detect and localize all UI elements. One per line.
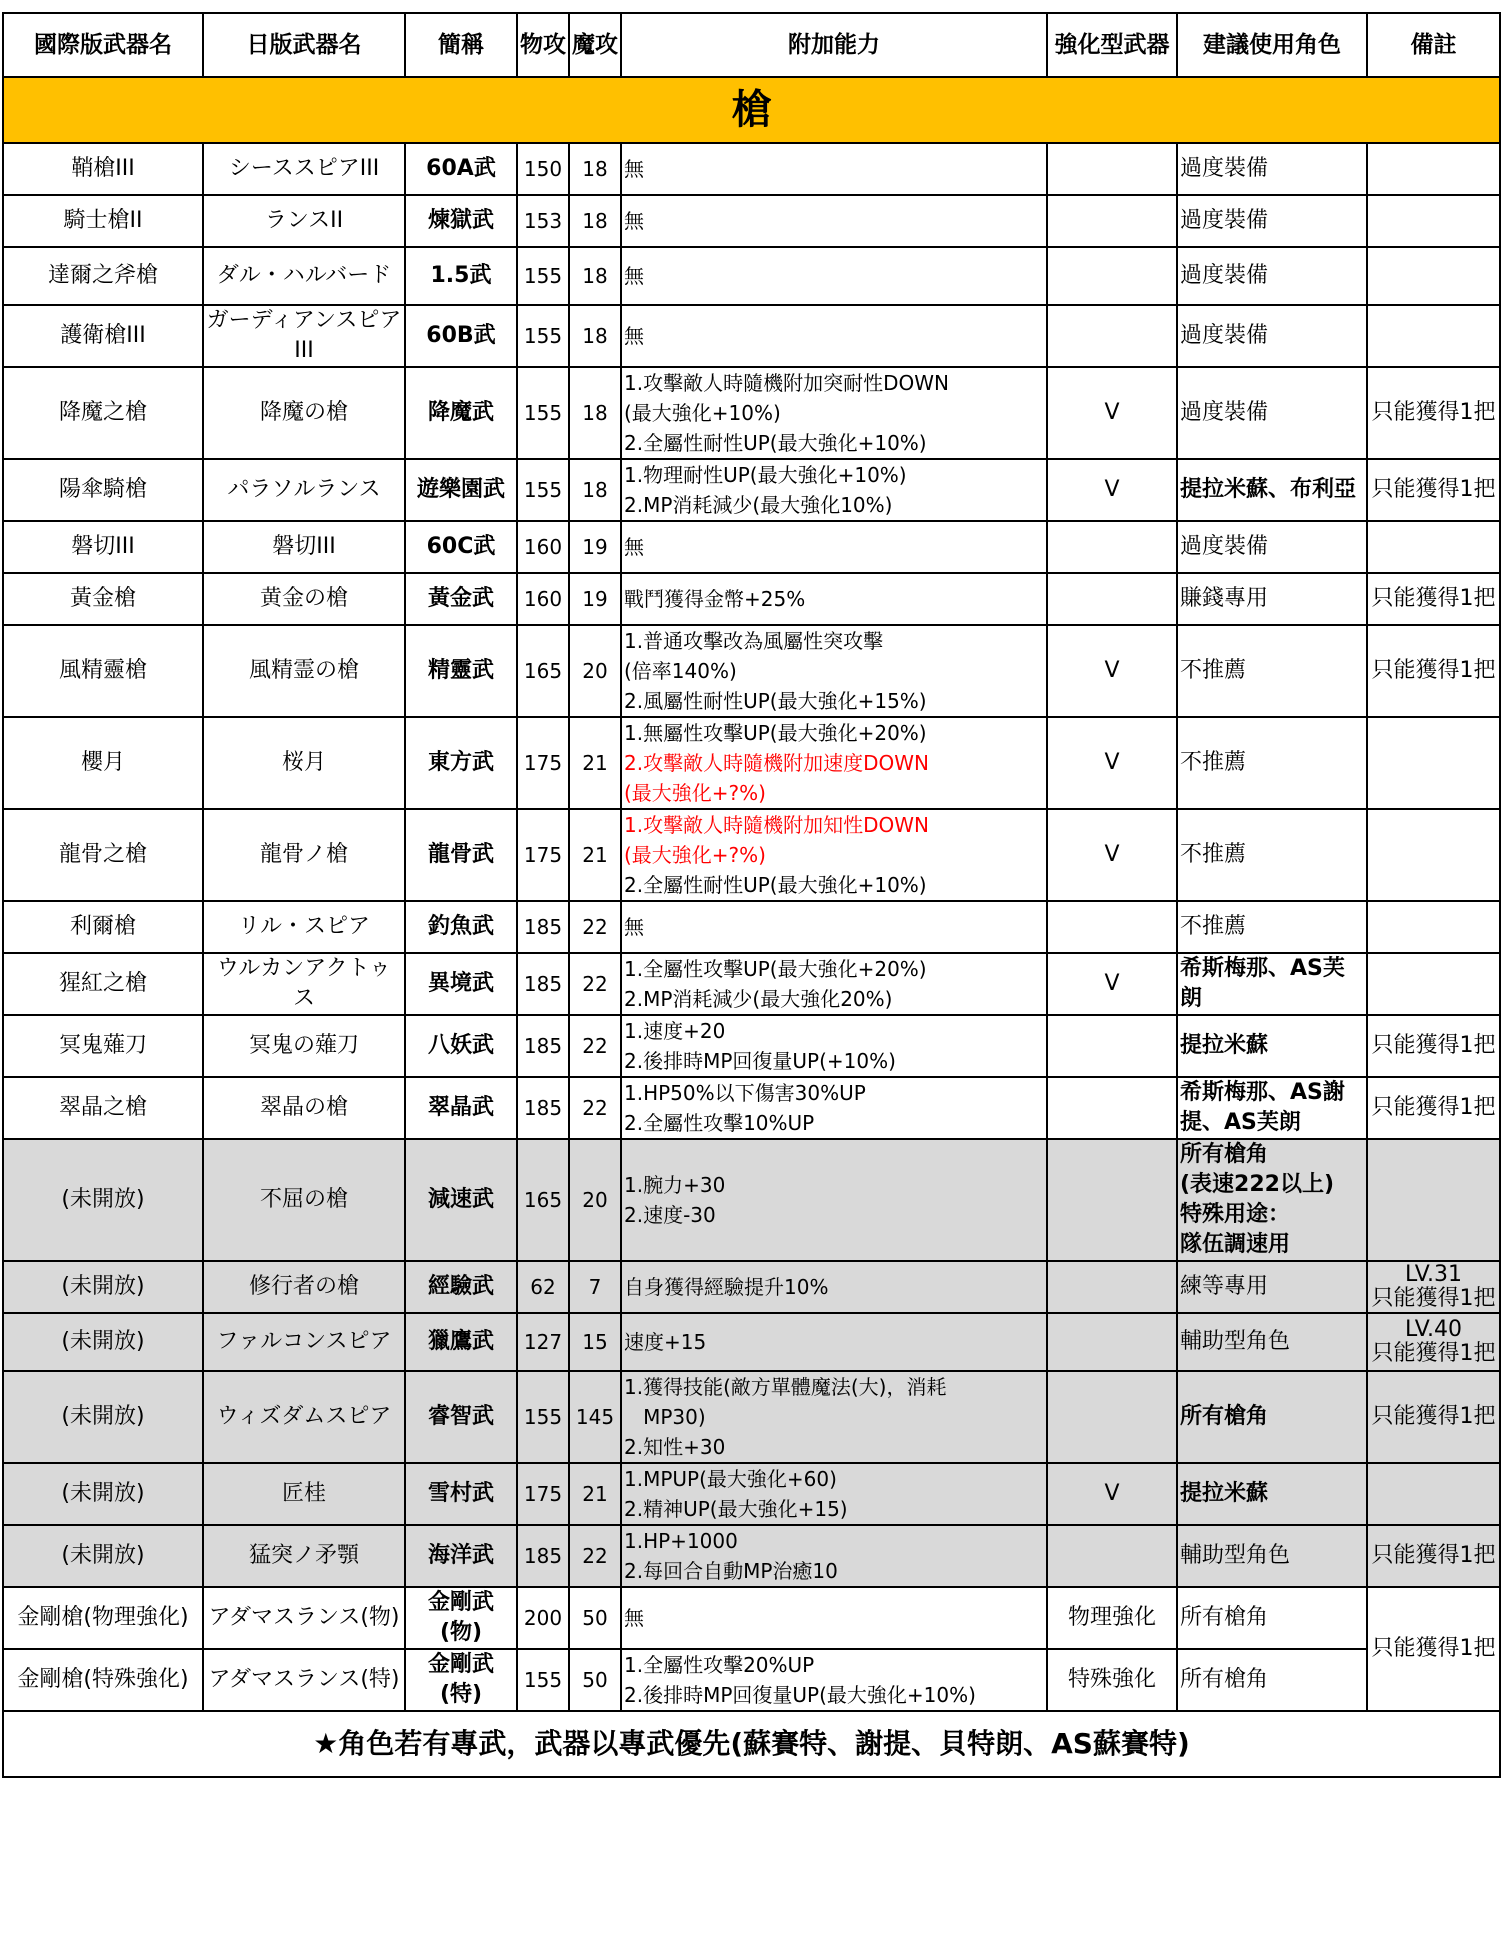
table-row: [3, 247, 1500, 305]
phys-atk-cell: 127: [517, 1313, 569, 1371]
effect-line: 無: [624, 209, 644, 233]
note-cell: [1367, 1463, 1500, 1525]
nickname-cell: 精靈武: [405, 625, 517, 717]
table-row: [3, 1463, 1500, 1525]
enhanced-cell: [1047, 1371, 1177, 1463]
jp-name-cell: 磐切III: [203, 521, 405, 573]
jp-name-cell: ガーディアンスピアIII: [203, 305, 405, 367]
table-row: [3, 459, 1500, 521]
role-cell: 不推薦: [1177, 625, 1367, 717]
effect-line: 1.物理耐性UP(最大強化+10%): [624, 463, 907, 487]
effects-cell: [621, 1587, 1047, 1649]
effects-cell: [621, 809, 1047, 901]
role-line: 特殊用途：: [1180, 1202, 1291, 1227]
jp-name-cell: ウィズダムスピア: [203, 1371, 405, 1463]
role-cell: 輔助型角色: [1177, 1313, 1367, 1371]
effect-line: 1.全屬性攻擊20%UP: [624, 1653, 815, 1677]
note-line: LV.31: [1404, 1262, 1463, 1287]
effects-cell: [621, 625, 1047, 717]
mag-atk-cell: 18: [569, 143, 621, 195]
phys-atk-cell: 175: [517, 717, 569, 809]
intl-name-cell: 金剛槍(物理強化): [3, 1587, 203, 1649]
intl-name-cell: 風精靈槍: [3, 625, 203, 717]
nickname-cell: 金剛武(特): [405, 1649, 517, 1711]
jp-name-cell: 龍骨ノ槍: [203, 809, 405, 901]
mag-atk-cell: 18: [569, 247, 621, 305]
mag-atk-cell: 22: [569, 901, 621, 953]
phys-atk-cell: 185: [517, 1525, 569, 1587]
header-row: [3, 13, 1500, 77]
role-cell: 輔助型角色: [1177, 1525, 1367, 1587]
jp-name-cell: 黄金の槍: [203, 573, 405, 625]
spear-weapon-table: [2, 12, 1501, 1778]
note-cell: [1367, 143, 1500, 195]
phys-atk-cell: 185: [517, 1077, 569, 1139]
effect-line: 2.攻擊敵人時隨機附加速度DOWN: [624, 751, 929, 775]
enhanced-cell: V: [1047, 717, 1177, 809]
nickname-cell: 減速武: [405, 1139, 517, 1261]
nickname-cell: 經驗武: [405, 1261, 517, 1313]
mag-atk-cell: 21: [569, 1463, 621, 1525]
mag-atk-cell: 19: [569, 521, 621, 573]
phys-atk-cell: 155: [517, 367, 569, 459]
effects-cell: [621, 195, 1047, 247]
jp-name-cell: アダマスランス(特): [203, 1649, 405, 1711]
role-cell: 練等專用: [1177, 1261, 1367, 1313]
jp-name-cell: ダル・ハルバード: [203, 247, 405, 305]
phys-atk-cell: 155: [517, 1649, 569, 1711]
phys-atk-cell: 185: [517, 901, 569, 953]
effects-cell: [621, 1313, 1047, 1371]
effect-line: 2.MP消耗減少(最大強化10%): [624, 493, 893, 517]
intl-name-cell: 黃金槍: [3, 573, 203, 625]
effects-cell: [621, 717, 1047, 809]
role-cell: 過度裝備: [1177, 143, 1367, 195]
effect-line: 無: [624, 157, 644, 181]
phys-atk-cell: 175: [517, 809, 569, 901]
header-nickname: 簡稱: [405, 13, 517, 77]
table-row: [3, 573, 1500, 625]
effect-line: 1.攻擊敵人時隨機附加知性DOWN: [624, 813, 929, 837]
mag-atk-cell: 21: [569, 717, 621, 809]
effect-line: 無: [624, 535, 644, 559]
mag-atk-cell: 15: [569, 1313, 621, 1371]
jp-name-cell: 不屈の槍: [203, 1139, 405, 1261]
table-row: [3, 1015, 1500, 1077]
effect-line: 1.HP50%以下傷害30%UP: [624, 1081, 866, 1105]
note-line: 只能獲得1把: [1371, 1341, 1496, 1366]
effect-line: (倍率140%): [624, 659, 737, 683]
role-cell: 希斯梅那、AS芙朗: [1177, 953, 1367, 1015]
table-row: [3, 809, 1500, 901]
enhanced-cell: [1047, 1139, 1177, 1261]
note-cell: [1367, 305, 1500, 367]
nickname-cell: 降魔武: [405, 367, 517, 459]
phys-atk-cell: 185: [517, 1015, 569, 1077]
mag-atk-cell: 22: [569, 1525, 621, 1587]
jp-name-cell: ウルカンアクトゥス: [203, 953, 405, 1015]
jp-name-cell: リル・スピア: [203, 901, 405, 953]
effect-line: 自身獲得經驗提升10%: [624, 1275, 829, 1299]
mag-atk-cell: 19: [569, 573, 621, 625]
enhanced-cell: [1047, 1261, 1177, 1313]
enhanced-cell: [1047, 1015, 1177, 1077]
effects-cell: [621, 367, 1047, 459]
effect-line: 1.攻擊敵人時隨機附加突耐性DOWN: [624, 371, 949, 395]
phys-atk-cell: 185: [517, 953, 569, 1015]
effect-line: 2.MP消耗減少(最大強化20%): [624, 987, 893, 1011]
effects-cell: [621, 573, 1047, 625]
effect-line: 1.無屬性攻擊UP(最大強化+20%): [624, 721, 927, 745]
phys-atk-cell: 155: [517, 459, 569, 521]
effects-cell: [621, 1015, 1047, 1077]
role-line: 隊伍調速用: [1180, 1232, 1291, 1257]
table-row: [3, 953, 1500, 1015]
nickname-cell: 海洋武: [405, 1525, 517, 1587]
enhanced-cell: V: [1047, 459, 1177, 521]
effect-line: 無: [624, 1606, 644, 1630]
role-cell: 不推薦: [1177, 717, 1367, 809]
jp-name-cell: 匠桂: [203, 1463, 405, 1525]
effects-cell: [621, 1261, 1047, 1313]
enhanced-cell: V: [1047, 625, 1177, 717]
effect-line: 1.HP+1000: [624, 1529, 738, 1553]
effects-cell: [621, 1139, 1047, 1261]
header-intl-name: 國際版武器名: [3, 13, 203, 77]
header-effects: 附加能力: [621, 13, 1047, 77]
effects-cell: [621, 247, 1047, 305]
mag-atk-cell: 18: [569, 305, 621, 367]
mag-atk-cell: 21: [569, 809, 621, 901]
effect-line: 2.知性+30: [624, 1435, 726, 1459]
effect-line: 無: [624, 264, 644, 288]
effects-cell: [621, 901, 1047, 953]
phys-atk-cell: 165: [517, 625, 569, 717]
intl-name-cell: 櫻月: [3, 717, 203, 809]
note-cell: [1367, 901, 1500, 953]
table-row: [3, 195, 1500, 247]
effect-line: 2.每回合自動MP治癒10: [624, 1559, 838, 1583]
effects-cell: [621, 521, 1047, 573]
nickname-cell: 金剛武(物): [405, 1587, 517, 1649]
table-row: [3, 1139, 1500, 1261]
intl-name-cell: (未開放): [3, 1525, 203, 1587]
nickname-cell: 睿智武: [405, 1371, 517, 1463]
enhanced-cell: [1047, 195, 1177, 247]
phys-atk-cell: 155: [517, 247, 569, 305]
nickname-cell: 異境武: [405, 953, 517, 1015]
effects-cell: [621, 1371, 1047, 1463]
effect-line: 2.後排時MP回復量UP(+10%): [624, 1049, 896, 1073]
note-line: LV.40: [1404, 1317, 1463, 1342]
table-row: [3, 143, 1500, 195]
enhanced-cell: V: [1047, 367, 1177, 459]
note-cell: [1367, 521, 1500, 573]
mag-atk-cell: 145: [569, 1371, 621, 1463]
intl-name-cell: 鞘槍III: [3, 143, 203, 195]
enhanced-cell: 物理強化: [1047, 1587, 1177, 1649]
role-cell: 所有槍角: [1177, 1371, 1367, 1463]
effect-line: (最大強化+?%): [624, 843, 766, 867]
nickname-cell: 60B武: [405, 305, 517, 367]
effect-line: 2.風屬性耐性UP(最大強化+15%): [624, 689, 927, 713]
phys-atk-cell: 155: [517, 305, 569, 367]
intl-name-cell: (未開放): [3, 1463, 203, 1525]
jp-name-cell: 修行者の槍: [203, 1261, 405, 1313]
table-row: [3, 1313, 1500, 1371]
note-cell: 只能獲得1把: [1367, 1587, 1500, 1711]
effect-line: 2.全屬性攻擊10%UP: [624, 1111, 815, 1135]
table-row: [3, 367, 1500, 459]
note-cell: [1367, 1261, 1500, 1313]
mag-atk-cell: 18: [569, 367, 621, 459]
table-row: [3, 1649, 1500, 1711]
intl-name-cell: 金剛槍(特殊強化): [3, 1649, 203, 1711]
intl-name-cell: 利爾槍: [3, 901, 203, 953]
effect-line: 1.速度+20: [624, 1019, 726, 1043]
effect-line: 1.腕力+30: [624, 1173, 726, 1197]
effect-line: 2.速度-30: [624, 1203, 716, 1227]
role-cell: 過度裝備: [1177, 521, 1367, 573]
mag-atk-cell: 22: [569, 953, 621, 1015]
effects-cell: [621, 1525, 1047, 1587]
effects-cell: [621, 459, 1047, 521]
intl-name-cell: 翠晶之槍: [3, 1077, 203, 1139]
role-cell: 提拉米蘇: [1177, 1463, 1367, 1525]
table-row: [3, 1261, 1500, 1313]
nickname-cell: 遊樂園武: [405, 459, 517, 521]
intl-name-cell: (未開放): [3, 1261, 203, 1313]
nickname-cell: 雪村武: [405, 1463, 517, 1525]
header-mag-atk: 魔攻: [569, 13, 621, 77]
mag-atk-cell: 50: [569, 1587, 621, 1649]
note-cell: [1367, 1139, 1500, 1261]
nickname-cell: 60A武: [405, 143, 517, 195]
effect-line: 戰鬥獲得金幣+25%: [624, 587, 806, 611]
role-cell: 過度裝備: [1177, 367, 1367, 459]
enhanced-cell: [1047, 573, 1177, 625]
nickname-cell: 東方武: [405, 717, 517, 809]
effect-line: 2.精神UP(最大強化+15): [624, 1497, 848, 1521]
role-cell: 不推薦: [1177, 809, 1367, 901]
enhanced-cell: [1047, 247, 1177, 305]
effects-cell: [621, 1649, 1047, 1711]
mag-atk-cell: 20: [569, 625, 621, 717]
effects-cell: [621, 305, 1047, 367]
effect-line: (最大強化+?%): [624, 781, 766, 805]
role-cell: 提拉米蘇: [1177, 1015, 1367, 1077]
note-cell: 只能獲得1把: [1367, 367, 1500, 459]
role-cell: 所有槍角: [1177, 1587, 1367, 1649]
intl-name-cell: 護衛槍III: [3, 305, 203, 367]
intl-name-cell: 陽傘騎槍: [3, 459, 203, 521]
role-cell: 希斯梅那、AS謝提、AS芙朗: [1177, 1077, 1367, 1139]
header-note: 備註: [1367, 13, 1500, 77]
note-cell: [1367, 717, 1500, 809]
jp-name-cell: 翠晶の槍: [203, 1077, 405, 1139]
mag-atk-cell: 22: [569, 1015, 621, 1077]
enhanced-cell: [1047, 143, 1177, 195]
table-row: [3, 1077, 1500, 1139]
nickname-cell: 釣魚武: [405, 901, 517, 953]
table-row: [3, 305, 1500, 367]
jp-name-cell: 風精霊の槍: [203, 625, 405, 717]
nickname-cell: 煉獄武: [405, 195, 517, 247]
effect-line: MP30): [624, 1405, 706, 1429]
mag-atk-cell: 7: [569, 1261, 621, 1313]
enhanced-cell: V: [1047, 1463, 1177, 1525]
phys-atk-cell: 160: [517, 573, 569, 625]
role-cell: 過度裝備: [1177, 247, 1367, 305]
effects-cell: [621, 143, 1047, 195]
effect-line: 無: [624, 324, 644, 348]
effect-line: 2.全屬性耐性UP(最大強化+10%): [624, 431, 927, 455]
intl-name-cell: 降魔之槍: [3, 367, 203, 459]
intl-name-cell: (未開放): [3, 1371, 203, 1463]
table-row: [3, 521, 1500, 573]
intl-name-cell: 龍骨之槍: [3, 809, 203, 901]
table-row: [3, 1525, 1500, 1587]
phys-atk-cell: 150: [517, 143, 569, 195]
phys-atk-cell: 165: [517, 1139, 569, 1261]
role-cell: 賺錢專用: [1177, 573, 1367, 625]
phys-atk-cell: 175: [517, 1463, 569, 1525]
jp-name-cell: シーススピアIII: [203, 143, 405, 195]
note-cell: 只能獲得1把: [1367, 1525, 1500, 1587]
enhanced-cell: [1047, 1313, 1177, 1371]
jp-name-cell: ファルコンスピア: [203, 1313, 405, 1371]
weapon-table-wrapper: [2, 12, 1499, 1778]
role-cell: 過度裝備: [1177, 305, 1367, 367]
nickname-cell: 獵鷹武: [405, 1313, 517, 1371]
phys-atk-cell: 160: [517, 521, 569, 573]
jp-name-cell: アダマスランス(物): [203, 1587, 405, 1649]
intl-name-cell: (未開放): [3, 1313, 203, 1371]
enhanced-cell: [1047, 305, 1177, 367]
enhanced-cell: [1047, 901, 1177, 953]
note-cell: 只能獲得1把: [1367, 1015, 1500, 1077]
footer-note: ★角色若有專武，武器以專武優先(蘇賽特、謝提、貝特朗、AS蘇賽特): [3, 1711, 1500, 1777]
role-cell: 過度裝備: [1177, 195, 1367, 247]
effect-line: 1.全屬性攻擊UP(最大強化+20%): [624, 957, 927, 981]
role-cell: 所有槍角: [1177, 1649, 1367, 1711]
mag-atk-cell: 18: [569, 459, 621, 521]
effect-line: 1.普通攻擊改為風屬性突攻擊: [624, 629, 884, 653]
table-title: 槍: [3, 77, 1500, 143]
nickname-cell: 60C武: [405, 521, 517, 573]
enhanced-cell: [1047, 521, 1177, 573]
enhanced-cell: V: [1047, 809, 1177, 901]
enhanced-cell: 特殊強化: [1047, 1649, 1177, 1711]
table-row: [3, 1371, 1500, 1463]
effect-line: 速度+15: [624, 1330, 707, 1354]
note-cell: [1367, 809, 1500, 901]
intl-name-cell: 冥鬼薙刀: [3, 1015, 203, 1077]
note-cell: [1367, 953, 1500, 1015]
phys-atk-cell: 155: [517, 1371, 569, 1463]
table-row: [3, 901, 1500, 953]
mag-atk-cell: 20: [569, 1139, 621, 1261]
table-row: [3, 1587, 1500, 1649]
role-cell: 不推薦: [1177, 901, 1367, 953]
effect-line: (最大強化+10%): [624, 401, 781, 425]
jp-name-cell: パラソルランス: [203, 459, 405, 521]
jp-name-cell: 桜月: [203, 717, 405, 809]
header-role: 建議使用角色: [1177, 13, 1367, 77]
intl-name-cell: 磐切III: [3, 521, 203, 573]
note-cell: [1367, 195, 1500, 247]
nickname-cell: 龍骨武: [405, 809, 517, 901]
jp-name-cell: 冥鬼の薙刀: [203, 1015, 405, 1077]
jp-name-cell: ランスII: [203, 195, 405, 247]
phys-atk-cell: 153: [517, 195, 569, 247]
header-phys-atk: 物攻: [517, 13, 569, 77]
note-cell: [1367, 247, 1500, 305]
phys-atk-cell: 62: [517, 1261, 569, 1313]
nickname-cell: 八妖武: [405, 1015, 517, 1077]
mag-atk-cell: 50: [569, 1649, 621, 1711]
intl-name-cell: (未開放): [3, 1139, 203, 1261]
header-enhanced: 強化型武器: [1047, 13, 1177, 77]
nickname-cell: 黃金武: [405, 573, 517, 625]
note-cell: 只能獲得1把: [1367, 573, 1500, 625]
intl-name-cell: 達爾之斧槍: [3, 247, 203, 305]
note-cell: 只能獲得1把: [1367, 625, 1500, 717]
role-cell: [1177, 1139, 1367, 1261]
enhanced-cell: [1047, 1077, 1177, 1139]
jp-name-cell: 降魔の槍: [203, 367, 405, 459]
intl-name-cell: 猩紅之槍: [3, 953, 203, 1015]
enhanced-cell: [1047, 1525, 1177, 1587]
effects-cell: [621, 953, 1047, 1015]
role-line: (表速222以上): [1180, 1172, 1335, 1197]
table-body: [3, 143, 1500, 1711]
note-cell: 只能獲得1把: [1367, 459, 1500, 521]
note-line: 只能獲得1把: [1371, 1286, 1496, 1311]
header-jp-name: 日版武器名: [203, 13, 405, 77]
effect-line: 2.全屬性耐性UP(最大強化+10%): [624, 873, 927, 897]
mag-atk-cell: 18: [569, 195, 621, 247]
role-cell: 提拉米蘇、布利亞: [1177, 459, 1367, 521]
role-line: 所有槍角: [1180, 1142, 1269, 1167]
nickname-cell: 翠晶武: [405, 1077, 517, 1139]
table-row: [3, 717, 1500, 809]
note-cell: [1367, 1313, 1500, 1371]
effect-line: 1.獲得技能(敵方單體魔法(大)，消耗: [624, 1375, 947, 1399]
mag-atk-cell: 22: [569, 1077, 621, 1139]
effect-line: 無: [624, 915, 644, 939]
enhanced-cell: V: [1047, 953, 1177, 1015]
effect-line: 1.MPUP(最大強化+60): [624, 1467, 837, 1491]
effect-line: 2.後排時MP回復量UP(最大強化+10%): [624, 1683, 976, 1707]
jp-name-cell: 猛突ノ矛顎: [203, 1525, 405, 1587]
note-cell: 只能獲得1把: [1367, 1077, 1500, 1139]
effects-cell: [621, 1077, 1047, 1139]
table-row: [3, 625, 1500, 717]
intl-name-cell: 騎士槍II: [3, 195, 203, 247]
nickname-cell: 1.5武: [405, 247, 517, 305]
effects-cell: [621, 1463, 1047, 1525]
note-cell: 只能獲得1把: [1367, 1371, 1500, 1463]
phys-atk-cell: 200: [517, 1587, 569, 1649]
